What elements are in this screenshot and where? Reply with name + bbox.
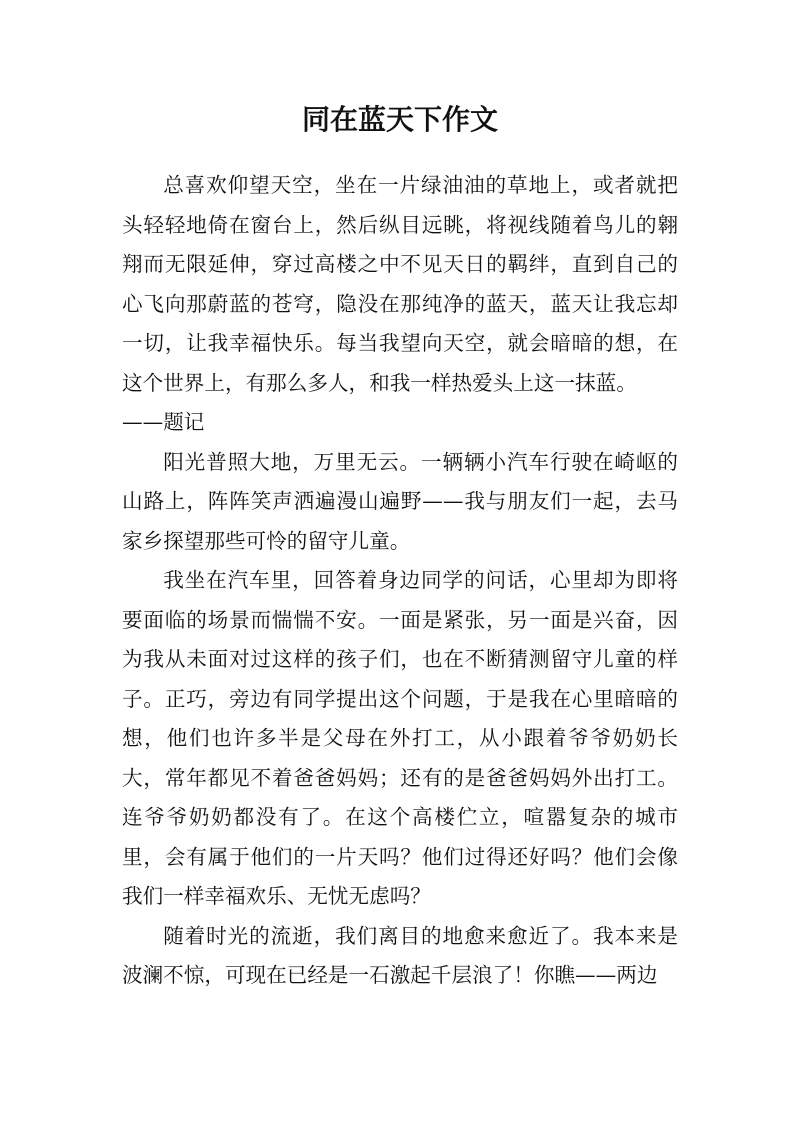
paragraph-2: 阳光普照大地，万里无云。一辆辆小汽车行驶在崎岖的山路上，阵阵笑声洒遍漫山遍野——我与朋友们一起，去马家乡探望那些可怜的留守儿童。 — [122, 449, 678, 553]
paragraph-4: 随着时光的流逝，我们离目的地愈来愈近了。我本来是波澜不惊，可现在已经是一石激起千层浪了！你瞧——两边 — [122, 923, 678, 987]
document-page — [122, 96, 678, 996]
paragraph-3: 我坐在汽车里，回答着身边同学的问话，心里却为即将要面临的场景而惴惴不安。一面是紧张，另一面是兴奋，因为我从未面对过这样的孩子们，也在不断猜测留守儿童的样子。正巧，旁边有同学提出这个问题，于是我在心里暗暗的想，他们也许多半是父母在外打工，从小跟着爷爷奶奶长大，常年都见不着爸爸妈妈；还有的是爸爸妈妈外出打工。连爷爷奶奶都没有了。在这个高楼伫立，喧嚣复杂的城市里，会有属于他们的一片天吗？他们过得还好吗？他们会像我们一样幸福欢乐、无忧无虑吗？ — [122, 568, 678, 908]
document-title: 同在蓝天下作文 — [301, 103, 498, 136]
inscription: ——题记 — [122, 410, 205, 434]
paragraph-intro: 总喜欢仰望天空，坐在一片绿油油的草地上，或者就把头轻轻地倚在窗台上，然后纵目远眺，将视线随着鸟儿的翱翔而无限延伸，穿过高楼之中不见天日的羁绊，直到自己的心飞向那蔚蓝的苍穹，隐没在那纯净的蓝天，蓝天让我忘却一切，让我幸福快乐。每当我望向天空，就会暗暗的想，在这个世界上，有那么多人，和我一样热爱头上这一抹蓝。 — [122, 173, 678, 395]
